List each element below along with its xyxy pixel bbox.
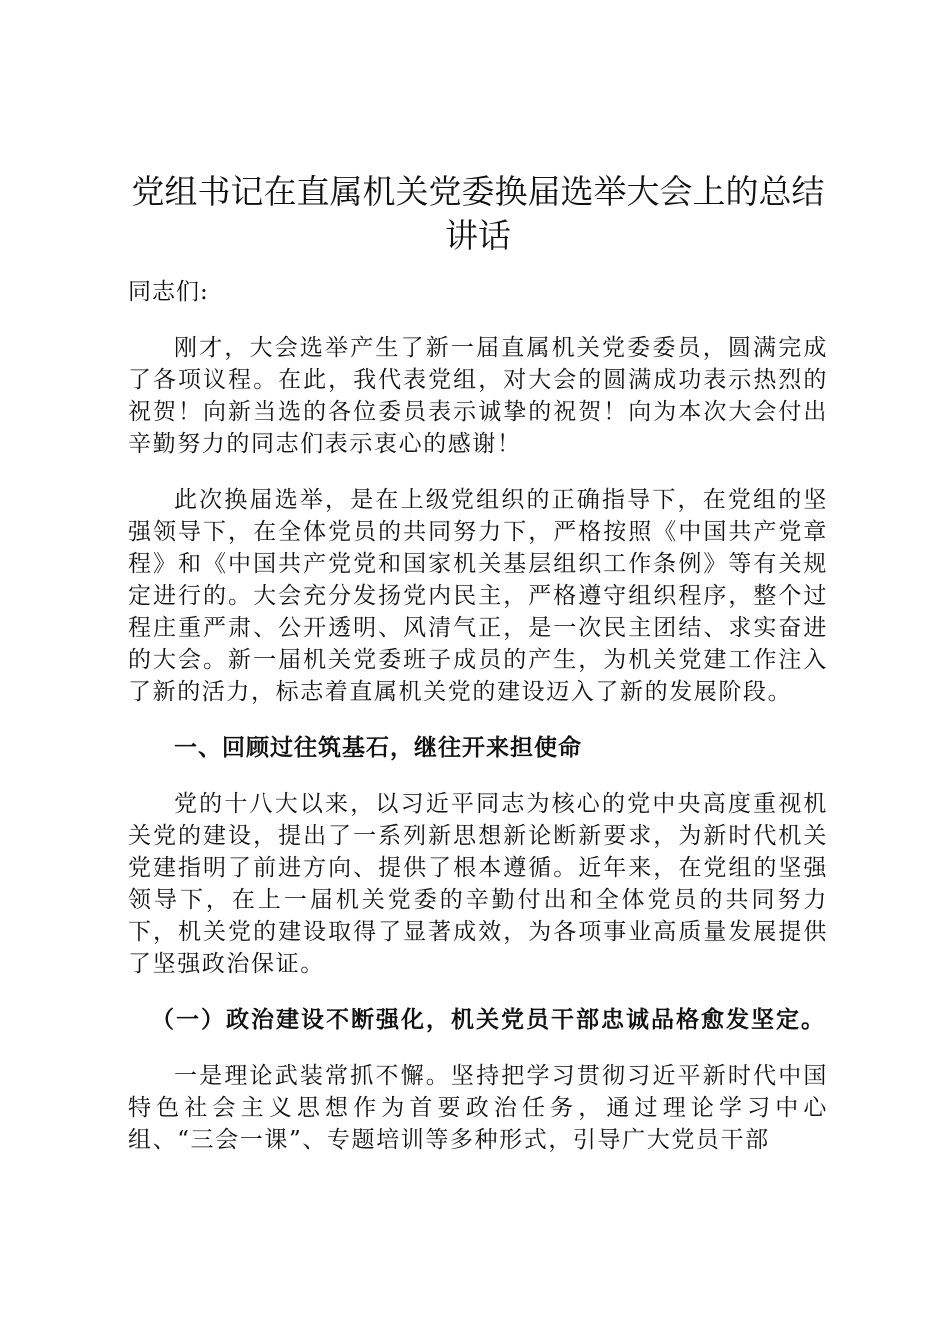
paragraph-election-summary: 此次换届选举，是在上级党组织的正确指导下，在党组的坚强领导下，在全体党员的共同努力下，严格按照《中国共产党章程》和《中国共产党党和国家机关基层组织工作条例》等有关规定进行的。大会充分发扬党内民主，严格遵守组织程序，整个过程庄重严肃、公开透明、风清气正，是一次民主团结、求实奋进的大会。新一届机关党委班子成员的产生，为机关党建工作注入了新的活力，标志着直属机关党的建设迈入了新的发展阶段。 — [128, 487, 828, 705]
section-heading-1: 一、回顾过往筑基石，继往开来担使命 — [174, 734, 582, 761]
document-body — [128, 170, 828, 1180]
subsection-1-paragraph: 一是理论武装常抓不懈。坚持把学习贯彻习近平新时代中国特色社会主义思想作为首要政治任务，通过理论学习中心组、“三会一课”、专题培训等多种形式，引导广大党员干部 — [128, 1063, 828, 1153]
subsection-heading-1: （一）政治建设不断强化，机关党员干部忠诚品格愈发坚定。 — [151, 1006, 826, 1033]
section-1-paragraph: 党的十八大以来，以习近平同志为核心的党中央高度重视机关党的建设，提出了一系列新思想新论断新要求，为新时代机关党建指明了前进方向、提供了根本遵循。近年来，在党组的坚强领导下，在上一届机关党委的辛勤付出和全体党员的共同努力下，机关党的建设取得了显著成效，为各项事业高质量发展提供了坚强政治保证。 — [128, 791, 828, 977]
document-title: 党组书记在直属机关党委换届选举大会上的总结讲话 — [131, 172, 825, 255]
paragraph-opening: 刚才，大会选举产生了新一届直属机关党委委员，圆满完成了各项议程。在此，我代表党组，对大会的圆满成功表示热烈的祝贺！向新当选的各位委员表示诚挚的祝贺！向为本次大会付出辛勤努力的同志们表示衷心的感谢！ — [128, 335, 828, 457]
salutation: 同志们: — [128, 279, 209, 305]
